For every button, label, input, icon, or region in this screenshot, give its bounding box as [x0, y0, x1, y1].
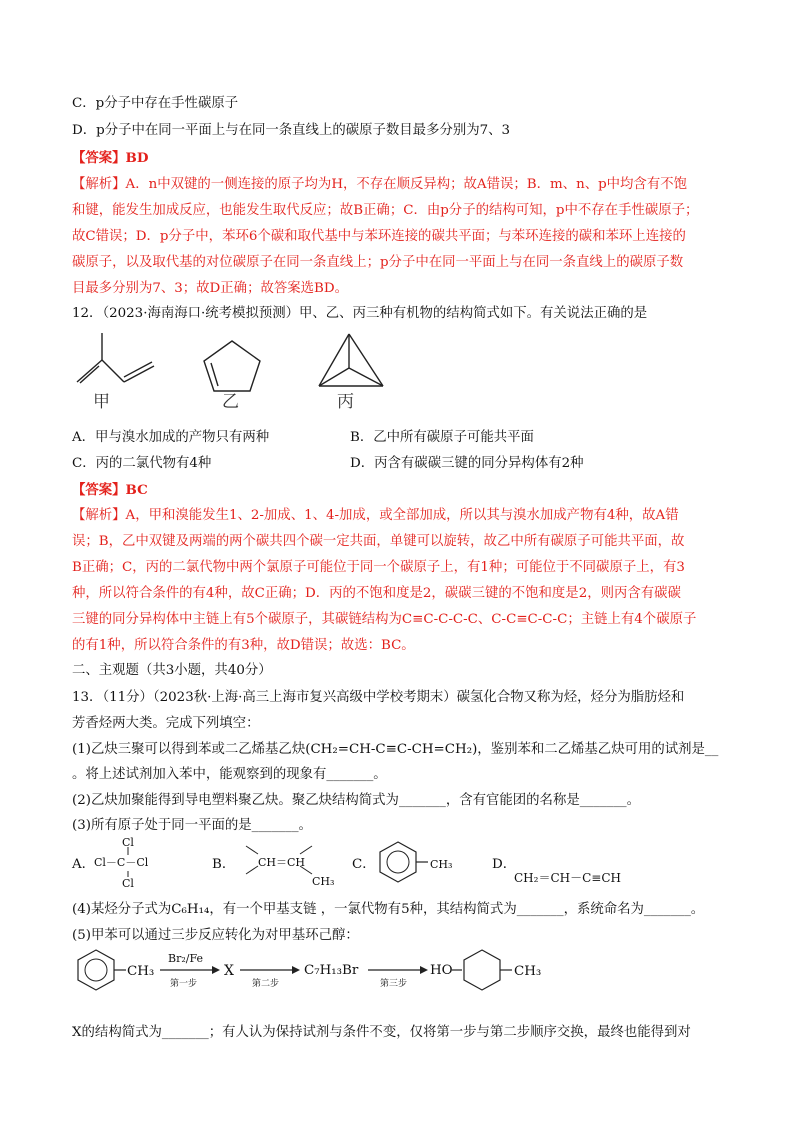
option-13b-center: CH＝CH — [258, 856, 306, 869]
option-13a-cl-top: Cl — [122, 836, 134, 849]
analysis-11-line5: 目最多分别为7、3；故D正确；故答案选BD。 — [72, 281, 348, 296]
answer-12: 【答案】BC — [72, 482, 148, 498]
analysis-12-line2: 误；B，乙中双键及两端的两个碳共四个碳一定共面，单键可以旋转，故乙中所有碳原子可能共平面，故 — [72, 534, 685, 549]
analysis-12-line1: 【解析】A，甲和溴能发生1、2-加成、1、4-加成，或全部加成，所以其与溴水加成产物有4种，故A错 — [72, 508, 679, 523]
question-13-part3: (3)所有原子处于同一平面的是_______。 — [72, 818, 312, 833]
answer-11: 【答案】BD — [72, 150, 149, 166]
scheme-intermediate: C₇H₁₃Br — [304, 963, 359, 978]
question-13-part1-line1: (1)乙炔三聚可以得到苯或二乙烯基乙炔(CH₂=CH-C≡C-CH=CH₂)，鉴别苯和二乙烯基乙炔可用的试剂是__ — [72, 742, 719, 757]
structure-yi — [200, 336, 280, 406]
option-13c-ch3: CH₃ — [430, 858, 453, 871]
label-bing: 丙 — [337, 392, 354, 412]
analysis-12-line3: B正确；C，丙的二氯代物中两个氯原子可能位于同一个碳原子上，有1种；可能位于不同碳原子上，有3 — [72, 560, 685, 575]
analysis-11-line3: 故C错误；D．p分子中，苯环6个碳和取代基中与苯环连接的碳共平面；与苯环连接的碳和苯环上连接的 — [72, 229, 686, 244]
option-12c: C．丙的二氯代物有4种 — [72, 456, 212, 471]
scheme-reagent1: Br₂/Fe — [168, 952, 203, 965]
analysis-12-line5: 三键的同分异构体中主链上有5个碳原子，其碳链结构为C≡C-C-C-C、C-C≡C-C-C；主链上有4个碳原子 — [72, 612, 697, 627]
option-13a-label: A． — [72, 857, 96, 872]
section-heading: 二、主观题（共3小题，共40分） — [72, 663, 272, 678]
scheme-toluene-ch3: CH₃ — [127, 964, 155, 979]
option-13d-formula: CH₂＝CH－C≡CH — [514, 871, 621, 885]
analysis-12-line6: 的有1种，所以符合条件的有3种，故D错误；故选：BC。 — [72, 638, 415, 653]
option-12a: A．甲与溴水加成的产物只有两种 — [72, 430, 270, 445]
option-d-p: D．p分子中在同一平面上与在同一条直线上的碳原子数目最多分别为7、3 — [72, 123, 511, 138]
scheme-step2: 第二步 — [252, 979, 280, 989]
analysis-11-line2: 和键，能发生加成反应，也能发生取代反应；故B正确；C．由p分子的结构可知，p中不存在手性碳原子； — [72, 203, 699, 218]
option-13a-cl-bottom: Cl — [122, 877, 134, 890]
option-13b-label: B． — [212, 857, 236, 872]
label-yi: 乙 — [222, 392, 239, 412]
question-13-stem-line2: 芳香烃两大类。完成下列填空： — [72, 716, 260, 731]
option-13a-bonds — [124, 845, 134, 885]
structure-bing — [315, 330, 405, 400]
option-c-p: C．p分子中存在手性碳原子 — [72, 96, 239, 111]
question-13-stem-line1: 13．（11分）（2023秋·上海·高三上海市复兴高级中学校考期末）碳氢化合物又称为烃，烃分为脂肪烃和 — [72, 690, 685, 705]
analysis-11-line1: 【解析】A．n中双键的一侧连接的原子均为H，不存在顺反异构；故A错误；B．m、n、p中均含有不饱 — [72, 177, 687, 192]
scheme-ho: HO — [430, 963, 453, 978]
option-13c-label: C． — [352, 857, 376, 872]
scheme-x: X — [224, 963, 234, 979]
scheme-product-ch3: CH₃ — [514, 964, 542, 979]
question-13-part2: (2)乙炔加聚能得到导电塑料聚乙炔。聚乙炔结构简式为_______，含有官能团的名称是_______。 — [72, 793, 640, 808]
option-13d-label: D． — [492, 857, 517, 872]
option-12b: B．乙中所有碳原子可能共平面 — [350, 430, 534, 445]
analysis-11-line4: 碳原子，以及取代基的对位碳原子在同一条直线上；p分子中在同一平面上与在同一条直线上的碳原子数 — [72, 255, 684, 270]
analysis-12-line4: 种，所以符合条件的有4种，故C正确；D．丙的不饱和度是2，碳碳三键的不饱和度是2，则丙含有碳碳 — [72, 586, 681, 601]
structure-jia — [72, 330, 172, 410]
scheme-step1: 第一步 — [170, 979, 198, 989]
question-13-part5: (5)甲苯可以通过三步反应转化为对甲基环己醇： — [72, 928, 359, 943]
question-12-stem: 12．（2023·海南海口·统考模拟预测）甲、乙、丙三种有机物的结构简式如下。有关说法正确的是 — [72, 306, 648, 321]
question-13-part1-line2: 。将上述试剂加入苯中，能观察到的现象有_______。 — [72, 767, 387, 782]
option-13a-center: Cl－C－Cl — [94, 856, 149, 869]
label-jia: 甲 — [93, 392, 110, 412]
option-13b-ch3-right: CH₃ — [312, 875, 335, 888]
question-13-part5-tail: X的结构简式为_______；有人认为保持试剂与条件不变，仅将第一步与第二步顺序交换，最终也能得到对 — [72, 1025, 691, 1040]
question-13-part4: (4)某烃分子式为C₆H₁₄，有一个甲基支链 ，一氯代物有5种，其结构简式为_______，系统命名为_______。 — [72, 902, 705, 917]
scheme-step3: 第三步 — [380, 979, 408, 989]
option-12d: D．丙含有碳碳三键的同分异构体有2种 — [350, 456, 584, 471]
